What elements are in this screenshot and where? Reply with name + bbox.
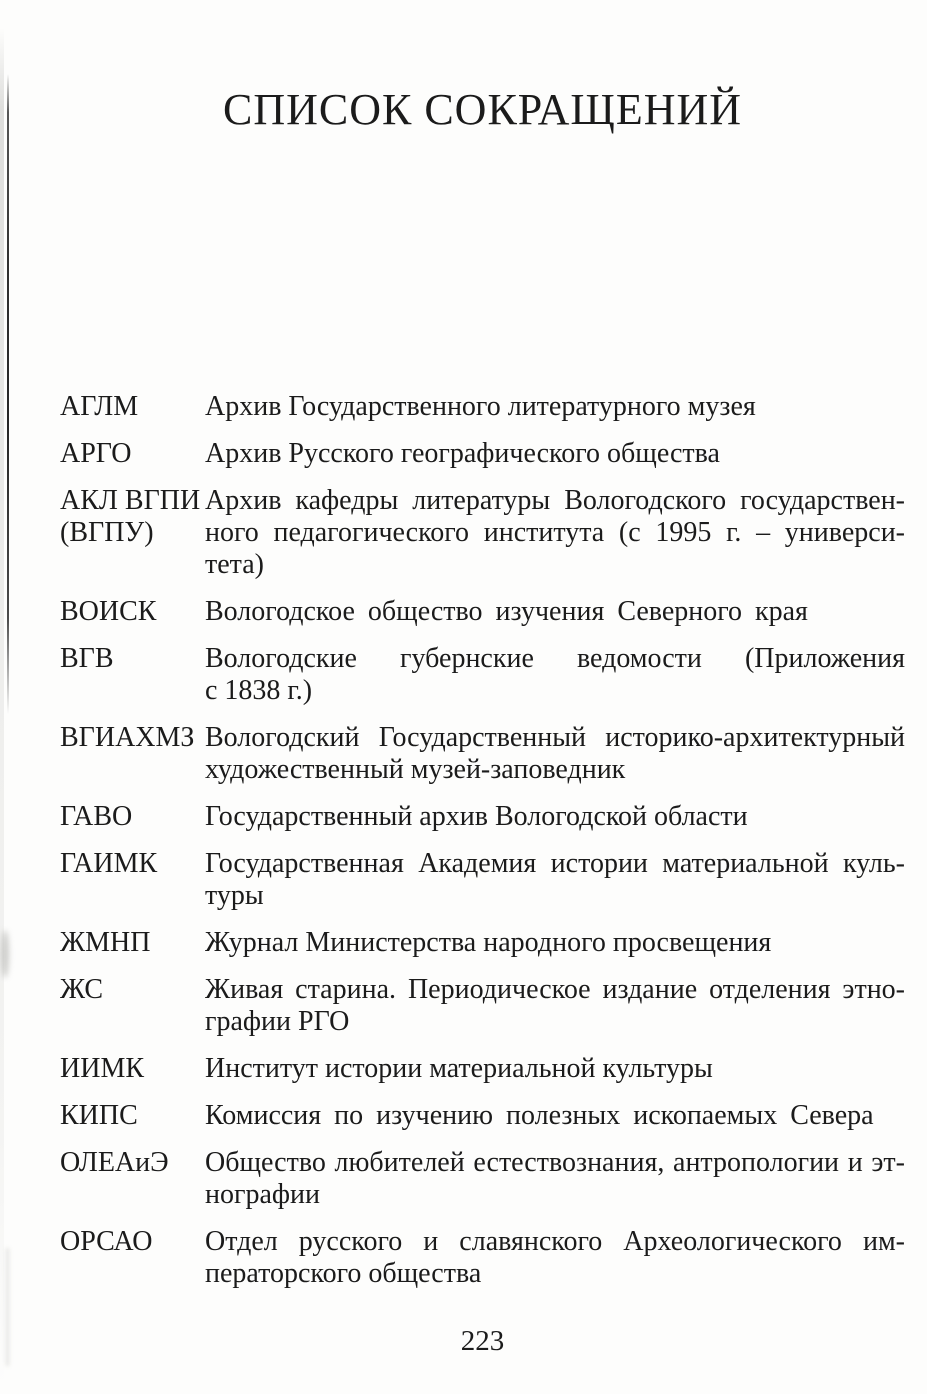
definition-line: Журнал Министерства народного просвещения bbox=[205, 927, 772, 958]
abbreviation-line: АКЛ ВГПИ bbox=[60, 485, 201, 516]
definition bbox=[205, 596, 905, 628]
definition-line: Вологодское общество изучения Северного края bbox=[205, 596, 808, 627]
definition-line: Архив Русского географического общества bbox=[205, 438, 720, 469]
abbreviation-line: ЖМНП bbox=[60, 927, 151, 958]
definition-line: нографии bbox=[205, 1179, 321, 1210]
definition-line: Вологодские губернские ведомости (Приложения bbox=[205, 643, 905, 674]
definition bbox=[205, 801, 905, 833]
list-item bbox=[60, 438, 905, 470]
abbreviation bbox=[60, 1226, 205, 1290]
definition bbox=[205, 438, 905, 470]
abbreviation-line: АГЛМ bbox=[60, 391, 139, 422]
abbreviation bbox=[60, 801, 205, 833]
definition-line: художественный музей-заповедник bbox=[205, 754, 626, 785]
scan-smudge-bottom bbox=[6, 1248, 9, 1366]
abbreviation-line: КИПС bbox=[60, 1100, 138, 1131]
abbreviation bbox=[60, 848, 205, 912]
scan-edge-shadow bbox=[0, 28, 4, 1388]
scan-spine-line bbox=[7, 74, 9, 714]
list-item bbox=[60, 1226, 905, 1290]
definition bbox=[205, 1053, 905, 1085]
abbreviation-line: ВГИАХМЗ bbox=[60, 722, 195, 753]
definition bbox=[205, 1100, 905, 1132]
definition-line: Живая старина. Периодическое издание отделения этно- bbox=[205, 974, 905, 1005]
abbreviation bbox=[60, 1100, 205, 1132]
abbreviation-line: ГАВО bbox=[60, 801, 133, 832]
abbreviation-line: ОЛЕАиЭ bbox=[60, 1147, 169, 1178]
abbreviation bbox=[60, 391, 205, 423]
definition-line: Вологодский Государственный историко-архитектурный bbox=[205, 722, 905, 753]
abbreviation bbox=[60, 1053, 205, 1085]
definition-line: ного педагогического института (с 1995 г. – универси- bbox=[205, 517, 905, 548]
list-item bbox=[60, 848, 905, 912]
list-item bbox=[60, 485, 905, 581]
definition-line: Общество любителей естествознания, антропологии и эт- bbox=[205, 1147, 905, 1178]
abbreviation bbox=[60, 974, 205, 1038]
abbreviation bbox=[60, 485, 205, 581]
list-item bbox=[60, 643, 905, 707]
abbreviation-line: ГАИМК bbox=[60, 848, 158, 879]
definition-line: Институт истории материальной культуры bbox=[205, 1053, 713, 1084]
list-item bbox=[60, 1100, 905, 1132]
list-item bbox=[60, 1147, 905, 1211]
abbreviation bbox=[60, 596, 205, 628]
definition-line: туры bbox=[205, 880, 264, 911]
definition bbox=[205, 1226, 905, 1290]
abbreviation bbox=[60, 643, 205, 707]
list-item bbox=[60, 927, 905, 959]
definition-line: Архив кафедры литературы Вологодского государствен- bbox=[205, 485, 905, 516]
definition bbox=[205, 722, 905, 786]
list-item bbox=[60, 722, 905, 786]
definition-line: Государственный архив Вологодской области bbox=[205, 801, 748, 832]
definition bbox=[205, 391, 905, 423]
list-item bbox=[60, 1053, 905, 1085]
abbreviation-line: АРГО bbox=[60, 438, 132, 469]
definition-line: графии РГО bbox=[205, 1006, 350, 1037]
definition-line: Комиссия по изучению полезных ископаемых Севера bbox=[205, 1100, 874, 1131]
list-item bbox=[60, 974, 905, 1038]
definition-line: Отдел русского и славянского Археологического им- bbox=[205, 1226, 905, 1257]
page-number: 223 bbox=[460, 1325, 505, 1357]
abbreviation-line: ВГВ bbox=[60, 643, 114, 674]
abbreviation-line: ОРСАО bbox=[60, 1226, 153, 1257]
definition bbox=[205, 485, 905, 581]
abbreviation bbox=[60, 722, 205, 786]
abbreviation-line: ВОИСК bbox=[60, 596, 157, 627]
list-item bbox=[60, 596, 905, 628]
abbreviation-line: ИИМК bbox=[60, 1053, 145, 1084]
abbreviation bbox=[60, 1147, 205, 1211]
definition-line: Архив Государственного литературного музея bbox=[205, 391, 756, 422]
definition bbox=[205, 643, 905, 707]
definition bbox=[205, 927, 905, 959]
definition-line: Государственная Академия истории материальной куль- bbox=[205, 848, 905, 879]
list-item bbox=[60, 801, 905, 833]
abbreviation bbox=[60, 927, 205, 959]
abbreviation bbox=[60, 438, 205, 470]
abbreviation-line: (ВГПУ) bbox=[60, 517, 154, 548]
page-title: СПИСОК СОКРАЩЕНИЙ bbox=[222, 85, 743, 134]
list-item bbox=[60, 391, 905, 423]
scan-smudge bbox=[1, 930, 9, 978]
abbreviation-list bbox=[60, 391, 905, 1305]
abbreviation-line: ЖС bbox=[60, 974, 104, 1005]
definition bbox=[205, 1147, 905, 1211]
definition-line: тета) bbox=[205, 549, 264, 580]
definition bbox=[205, 974, 905, 1038]
definition-line: ператорского общества bbox=[205, 1258, 482, 1289]
definition bbox=[205, 848, 905, 912]
definition-line: с 1838 г.) bbox=[205, 675, 313, 706]
